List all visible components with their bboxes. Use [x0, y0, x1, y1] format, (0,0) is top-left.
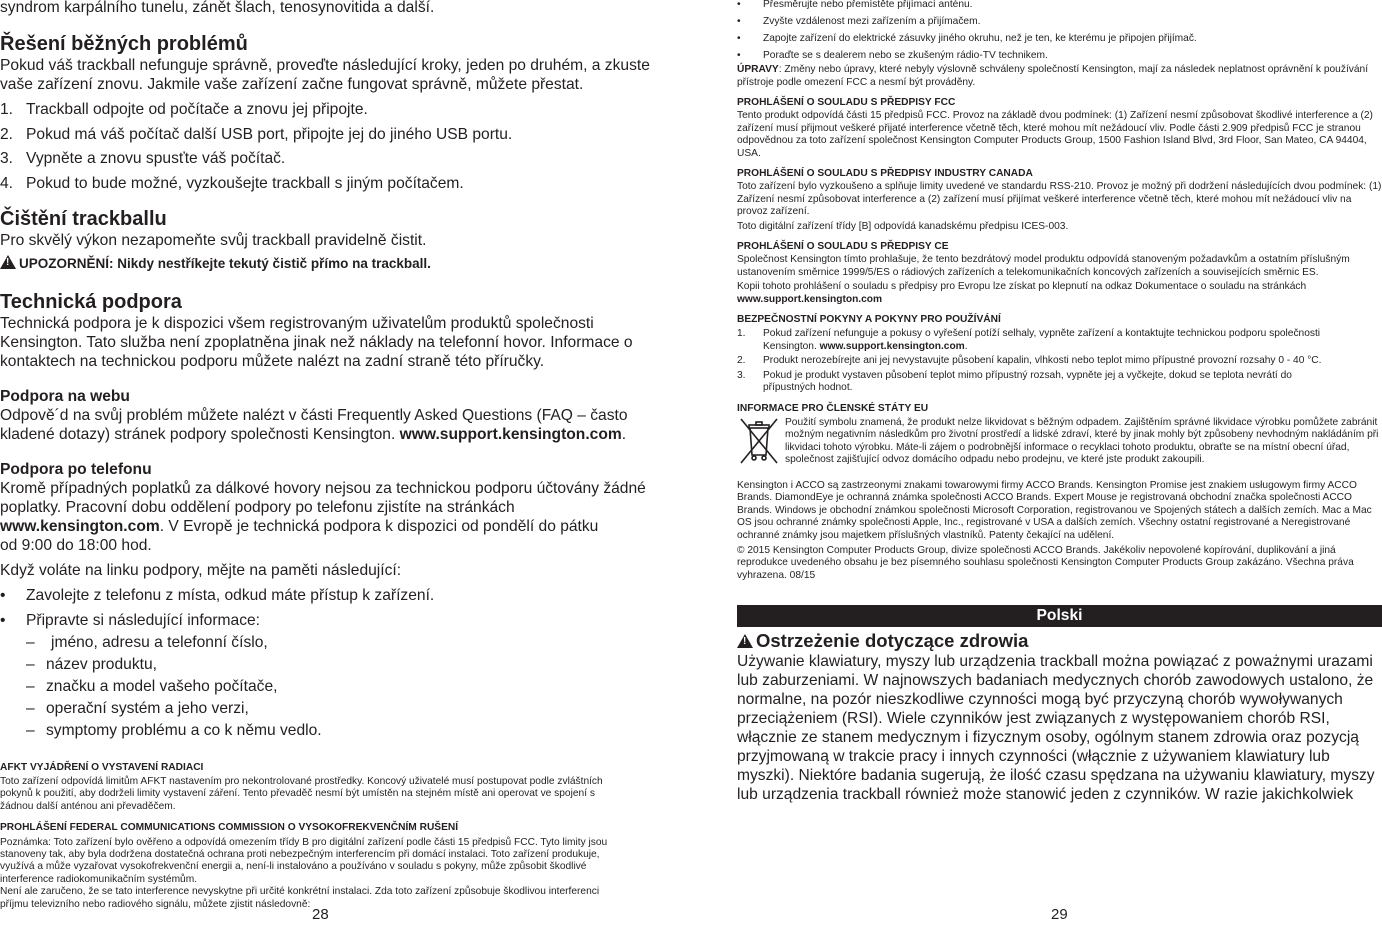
trademarks-text: Kensington i ACCO są zastrzeonymi znakami towarowymi firmy ACCO Brands. Kensington Promise jest znakiem usługowym firmy ACCO Brands. DiamondEye je ochranná známka společnosti ACCO Brands. Expert Mouse je registrovaná obchodní značka společnosti ACCO Brands. Windows je obchodní známkou společnosti Microsoft Corporation, registrovanou ve Spojených státech a dalších zemích. Mac a Mac OS jsou ochranné známky společnosti Apple, Inc., registrované v USA a dalších zemích. Všechny ostatní registrované a Neregistrované ochranné známky jsou majetkem příslušných vlastníků. Patenty čekající na udělení. — [737, 479, 1372, 541]
bullet-item: • Zavolejte z telefonu z místa, odkud máte přístup k zařízení. — [0, 586, 435, 604]
page-number-right: 29 — [1051, 906, 1068, 923]
fcc-bullet: • Přesměrujte nebo přemístěte přijímací anténu. — [737, 0, 973, 10]
eu-title: INFORMACE PRO ČLENSKÉ STÁTY EU — [737, 403, 929, 415]
afkt-text: Toto zařízení odpovídá limitům AFKT nastavením pro nekontrolované prostředky. Koncový uživatelé musí postupovat podle zvláštních pokynů k použití, aby dodrželi limity vystavení záření. Tento převaděč nesmí být umístěn na stejném místě ani operovat ve spojení s žádnou další anténou ani převaděčem. — [0, 775, 603, 812]
step-item: 1. Trackball odpojte od počítače a znovu jej připojte. — [0, 101, 368, 118]
ce-title: PROHLÁŠENÍ O SOULADU S PŘEDPISY CE — [737, 241, 949, 252]
phone-support-text: Kromě případných poplatků za dálkové hovory nejsou za technickou podporu účtovány žádné poplatky. Pracovní dobu oddělení podpory po telefonu zjistíte na stránkách www.kensington.com. V Evropě je technická podpora k dispozici od pondělí do pátku od 9:00 do 18:00 hod. — [0, 479, 646, 554]
afkt-title: AFKT VYJÁDŘENÍ O VYSTAVENÍ RADIACI — [0, 761, 204, 773]
page-number-left: 28 — [312, 906, 329, 923]
canada-title: PROHLÁŠENÍ O SOULADU S PŘEDPISY INDUSTRY CANADA — [737, 167, 1033, 179]
step-item: 2. Pokud má váš počítač další USB port, připojte jej do jiného USB portu. — [0, 125, 513, 143]
right-page — [737, 0, 1382, 804]
canada-text-2: Toto digitální zařízení třídy [B] odpovídá kanadskému předpisu ICES-003. — [737, 220, 1069, 232]
step-item: 4. Pokud to bude možné, vyzkoušejte trackball s jiným počítačem. — [0, 174, 464, 192]
cleaning-title: Čištění trackballu — [0, 207, 167, 230]
support-title: Technická podpora — [0, 290, 182, 313]
phone-support-title: Podpora po telefonu — [0, 460, 152, 478]
health-warning-title: !Ostrzeżenie dotyczące zdrowia — [737, 630, 1382, 652]
web-support-text: Odpově´d na svůj problém můžete nalézt v části Frequently Asked Questions (FAQ – často kladené dotazy) stránek podpory společnosti Kensington. www.support.kensington.com. — [0, 406, 628, 443]
intro-text: syndrom karpálního tunelu, zánět šlach, tenosynovitida a další. — [0, 0, 435, 16]
step-item: 3. Vypněte a znovu spusťte váš počítač. — [0, 150, 286, 167]
canada-text: Toto zařízení bylo vyzkoušeno a splňuje limity uvedené ve standardu RSS-210. Provoz je možný při dodržení následujících dvou podmínek: (1) Zařízení nesmí způsobovat interference a (2) zařízení musí přijímat veškeré interference včetně těch, které mohou mít nežádoucí vliv na provoz zařízení. — [737, 181, 1382, 218]
ce-text: Společnost Kensington tímto prohlašuje, že tento bezdrátový model produktu odpovídá stanoveným požadavkům a ostatním příslušným ustanovením směrnice 1999/5/ES o rádiových zařízeních a telekomunikačních koncových zařízeních a souvisejících směrnic ES. — [737, 254, 1350, 278]
modifications-text: ÚPRAVY: Změny nebo úpravy, které nebyly výslovně schváleny společností Kensington, mají za následek neplatnost oprávnění k používání přístroje podle omezení FCC a nesmí být prováděny. — [737, 64, 1369, 88]
dash-item: – jméno, adresu a telefonní číslo, — [26, 633, 268, 651]
safety-item: 2. Produkt nerozebírejte ani jej nevystavujte působení kapalin, vlhkosti nebo teplot mimo přípustné provozní rozsahy 0 - 40 °C. — [737, 355, 1322, 367]
cleaning-warning: !UPOZORNĚNÍ: Nikdy nestříkejte tekutý čistič přímo na trackball. — [0, 254, 650, 273]
kensington-link[interactable]: www.kensington.com — [0, 517, 160, 535]
fcc-bullet: • Poraďte se s dealerem nebo se zkušeným rádio-TV technikem. — [737, 49, 1048, 61]
dash-item: – název produktu, — [26, 655, 157, 673]
troubleshoot-steps — [0, 100, 650, 193]
language-bar: Polski — [737, 605, 1382, 627]
fcc-text-2: Není ale zaručeno, že se tato interference nevyskytne při určité konkrétní instalaci. Zda toto zařízení způsobuje škodlivou interferenci příjmu televizního nebo radiového signálu, můžete zjistit následovně: — [0, 886, 600, 910]
health-warning-text: Używanie klawiatury, myszy lub urządzenia trackball można powiązać z poważnymi urazami lub zaburzeniami. W najnowszych badaniach medycznych chorób zawodowych ustalono, że normalne, na pozór nieszkodliwe czynności mogą być przyczyną chorób wywoływanych przeciążeniem (RSI). Wiele czynników jest związanych z występowaniem chorób RSI, włącznie ze stanem medycznym i fizycznym osoby, ogólnym stanem zdrowia oraz pozycją przyjmowaną w trakcie pracy i innych czynności (włącznie z używaniem klawiatury lub myszki). Niektóre badania sugerują, że ilość czasu spędzana na używaniu klawiatury, myszy lub urządzenia trackball również może stanowić jeden z czynników. W razie jakichkolwiek — [737, 653, 1375, 804]
warning-icon — [737, 634, 753, 648]
crossed-bin-icon — [737, 417, 783, 467]
fcc-text-1: Poznámka: Toto zařízení bylo ověřeno a odpovídá omezením třídy B pro digitální zařízení podle části 15 předpisů FCC. Tyto limity jsou stanoveny tak, aby byla dodržena dostatečná ochrana proti nebezpečným interferencím při domácí instalaci. Toto zařízení produkuje, využívá a může vyzařovat vysokofrekvenční energii a, není-li instalováno a používáno v souladu s pokyny, může způsobit škodlivé interference radiokomunikačním systémům. — [0, 836, 608, 885]
dash-item: – operační systém a jeho verzi, — [26, 699, 249, 717]
ce-text-2: Kopii tohoto prohlášení o souladu s předpisy pro Evropu lze získat po klepnutí na odkaz Dokumentace o souladu na stránkách www.support.kensington.com — [737, 281, 1307, 305]
call-intro: Když voláte na linku podpory, mějte na paměti následující: — [0, 561, 402, 579]
fcc-conformity-title: PROHLÁŠENÍ O SOULADU S PŘEDPISY FCC — [737, 96, 956, 108]
troubleshoot-text: Pokud váš trackball nefunguje správně, proveďte následující kroky, jeden po druhém, a zkuste vaše zařízení znovu. Jakmile vaše zařízení začne fungovat správně, můžete přestat. — [0, 57, 650, 93]
troubleshoot-title: Řešení běžných problémů — [0, 33, 248, 55]
safety-item: 1. Pokud zařízení nefunguje a pokusy o vyřešení potíží selhaly, vypněte zařízení a kontaktujte technickou podporu společnosti Kensington. www.support.kensington.com. — [737, 328, 1321, 352]
fcc-bullet: • Zvyšte vzdálenost mezi zařízením a přijímačem. — [737, 15, 981, 27]
warning-icon — [0, 255, 16, 269]
support-link[interactable]: www.support.kensington.com — [399, 425, 622, 443]
dash-item: – značku a model vašeho počítače, — [26, 677, 278, 695]
safety-link[interactable]: www.support.kensington.com — [819, 340, 965, 352]
bullet-item: • Připravte si následující informace: — [0, 611, 261, 629]
eu-text: Použití symbolu znamená, že produkt nelze likvidovat s běžným odpadem. Zajištěním správné likvidace výrobku pomůžete zabránit možným negativním následkům pro životní prostředí a lidské zdraví, které by jinak mohly být způsobeny nevhodným nakládáním při likvidaci tohoto výrobku. Máte-li zájem o podrobnější informace o recyklaci tohoto produktu, obraťte se na místní obecní úřad, společnost zajišťující odvoz domácího odpadu nebo prodejnu, ve které jste produkt zakoupili. — [785, 416, 1379, 466]
copyright-text: © 2015 Kensington Computer Products Group, divize společnosti ACCO Brands. Jakékoliv nepovolené kopírování, duplikování a jiná reprodukce uvedeného obsahu je bez písemného souhlasu společnosti Kensington Computer Products Group zakázáno. Všechna práva vyhrazena. 08/15 — [737, 544, 1354, 581]
left-page — [0, 0, 650, 911]
safety-title: BEZPEČNOSTNÍ POKYNY A POKYNY PRO POUŽÍVÁNÍ — [737, 314, 1001, 326]
fcc-bullet: • Zapojte zařízení do elektrické zásuvky jiného okruhu, než je ten, ke kterému je připojen přijímač. — [737, 32, 1197, 44]
fcc-conformity-text: Tento produkt odpovídá části 15 předpisů FCC. Provoz na základě dvou podmínek: (1) Zařízení nesmí způsobovat škodlivé interference a (2) zařízení musí přijmout veškeré přijaté interference včetně těch, které mohou mít nežádoucí vliv. Podle části 2.909 předpisů FCC je stranou odpovědnou za toto zařízení společnost Kensington Computer Products Group, 1500 Fashion Island Blvd, 3rd Floor, San Mateo, CA 94404, USA. — [737, 110, 1373, 159]
dash-item: – symptomy problému a co k němu vedlo. — [26, 721, 322, 739]
web-support-title: Podpora na webu — [0, 387, 130, 405]
safety-item: 3. Pokud je produkt vystaven působení teplot mimo přípustný rozsah, vypněte jej a vyčkejte, dokud se teplota nevrátí do přípustných hodnot. — [737, 369, 1292, 394]
fcc-title: PROHLÁŠENÍ FEDERAL COMMUNICATIONS COMMISSION O VYSOKOFREKVENČNÍM RUŠENÍ — [0, 822, 459, 834]
support-text: Technická podpora je k dispozici všem registrovaným uživatelům produktů společnosti Kensington. Tato služba není zpoplatněna jinak než náklady na telefonní hovor. Informace o kontaktech na technickou podporu můžete nalézt na zadní straně této příručky. — [0, 314, 633, 370]
ce-link[interactable]: www.support.kensington.com — [737, 293, 883, 305]
cleaning-text: Pro skvělý výkon nezapomeňte svůj trackball pravidelně čistit. — [0, 231, 427, 249]
